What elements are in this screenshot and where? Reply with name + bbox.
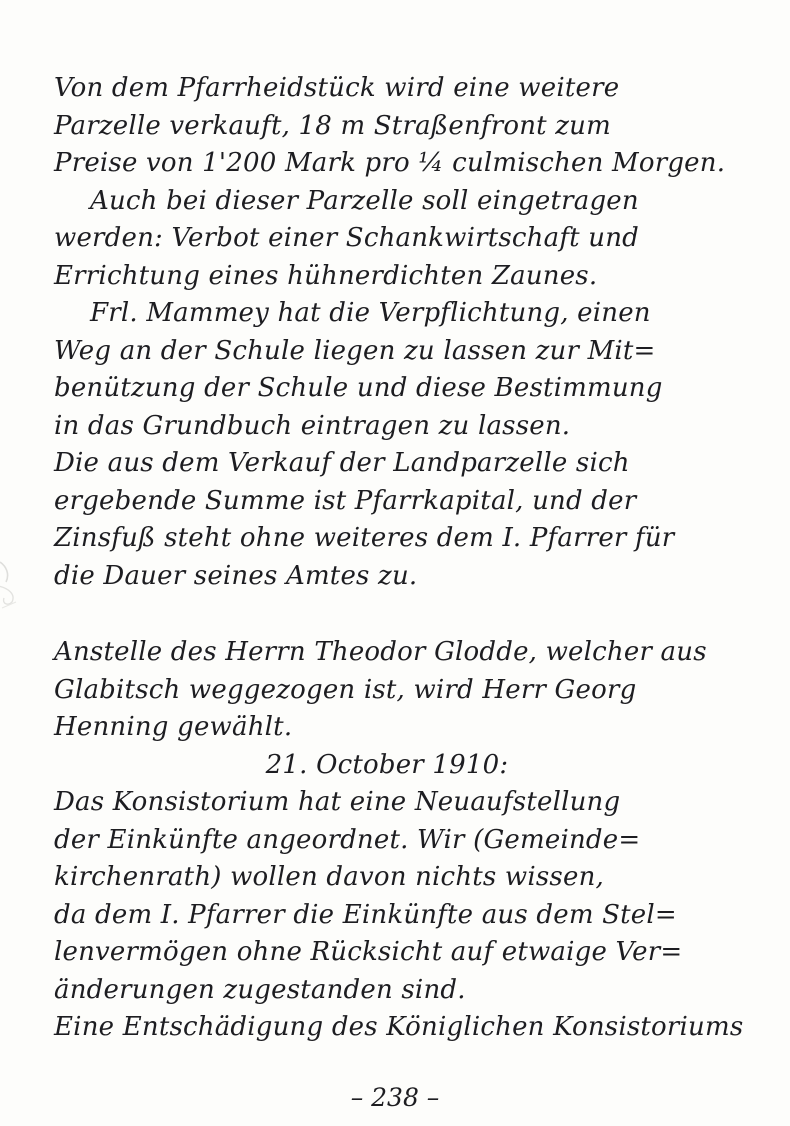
text-line: werden: Verbot einer Schankwirtschaft und (54, 223, 639, 253)
text-line: Glabitsch weggezogen ist, wird Herr Georg (54, 674, 637, 705)
paragraph-registration (54, 183, 760, 296)
text-line: Eine Entschädigung des Königlichen Konsistoriums (54, 1012, 744, 1042)
date-heading: 21. October 1910: (265, 749, 509, 780)
text-line: Frl. Mammey hat die Verpflichtung, einen (90, 298, 651, 328)
text-line: Von dem Pfarrheidstück wird eine weitere (54, 73, 620, 103)
text-line: Errichtung eines hühnerdichten Zaunes. (54, 260, 598, 291)
text-line: änderungen zugestanden sind. (54, 974, 466, 1005)
page-number: – 238 – (350, 1083, 440, 1112)
text-line: lenvermögen ohne Rücksicht auf etwaige Ver= (54, 937, 683, 967)
text-line: Das Konsistorium hat eine Neuaufstellung (54, 787, 621, 817)
text-line: in das Grundbuch eintragen zu lassen. (54, 410, 571, 441)
paragraph-land-sale (54, 70, 760, 183)
text-line: Auch bei dieser Parzelle soll eingetragen (90, 185, 639, 216)
text-line: die Dauer seines Amtes zu. (54, 560, 418, 591)
text-line: der Einkünfte angeordnet. Wir (Gemeinde= (54, 824, 641, 855)
text-line: Preise von 1'200 Mark pro ¼ culmischen Morgen. (54, 148, 726, 178)
text-line: Die aus dem Verkauf der Landparzelle sich (54, 448, 630, 478)
paragraph-mammey-obligation (54, 295, 760, 445)
paragraph-henning-election (54, 634, 760, 747)
paragraph-konsistorium (54, 784, 760, 1047)
text-line: ergebende Summe ist Pfarrkapital, und der (54, 485, 637, 516)
paragraph-pfarrkapital (54, 445, 760, 595)
text-line: Parzelle verkauft, 18 m Straßenfront zum (54, 110, 611, 141)
text-line: Anstelle des Herrn Theodor Glodde, welcher aus (54, 637, 707, 667)
text-line: Henning gewählt. (54, 712, 293, 742)
text-line: Weg an der Schule liegen zu lassen zur Mit= (54, 335, 656, 366)
pencil-smudge-artifact (0, 552, 46, 622)
paragraph-date-heading (54, 747, 760, 785)
text-line: Zinsfuß steht ohne weiteres dem I. Pfarrer für (54, 523, 675, 553)
text-line: kirchenrath) wollen davon nichts wissen, (54, 862, 604, 892)
text-line: benützung der Schule und diese Bestimmung (54, 373, 663, 403)
text-line: da dem I. Pfarrer die Einkünfte aus dem Stel= (54, 899, 677, 930)
